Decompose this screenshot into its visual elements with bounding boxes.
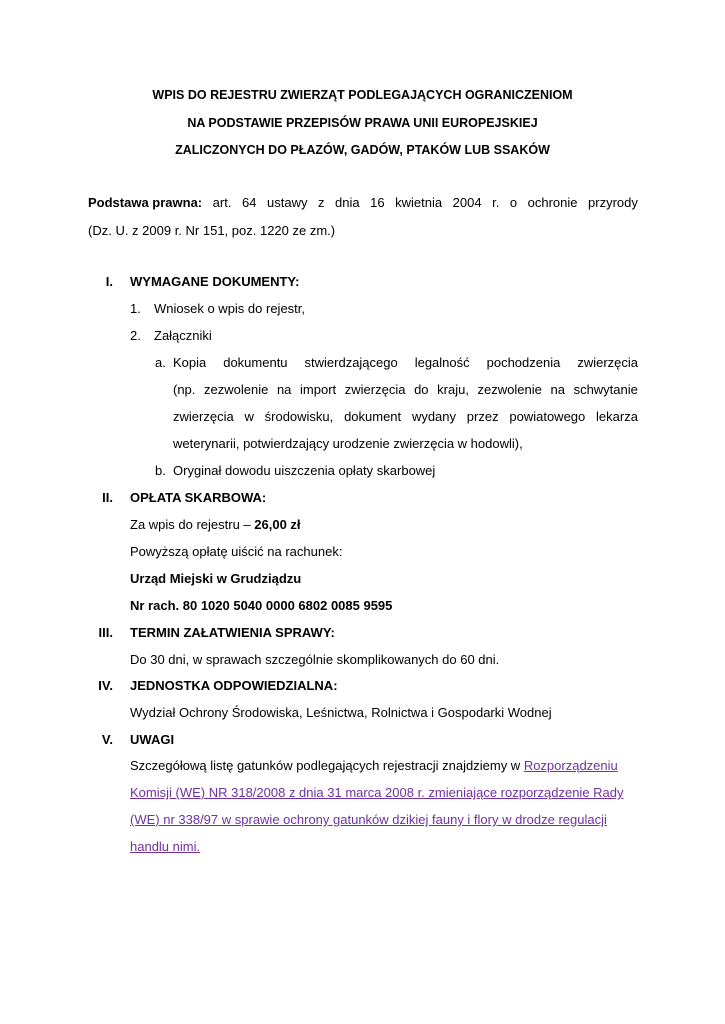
payment-instruction: Powyższą opłatę uiścić na rachunek: (130, 544, 343, 559)
section-1-number: I. (105, 274, 113, 289)
fee-prefix: Za wpis do rejestru – (130, 517, 255, 532)
item-1-number: 1. (130, 301, 141, 316)
sub-a-word: kraju, (437, 382, 469, 397)
legal-basis (88, 189, 638, 245)
legal-word: 16 (370, 195, 385, 210)
sub-a-word: zwierzęcia (173, 409, 234, 424)
item-2-number: 2. (130, 328, 141, 343)
legal-word: art. (212, 195, 232, 210)
section-2-title: OPŁATA SKARBOWA: (130, 490, 267, 505)
sub-item-a-letter: a. (155, 355, 166, 370)
sub-a-word: Kopia (173, 355, 207, 370)
sub-a-word: dokument (344, 409, 402, 424)
sub-a-word: do (414, 382, 429, 397)
section-2-number: II. (102, 490, 113, 505)
sub-item-b-text: Oryginał dowodu uiszczenia opłaty skarbowej (173, 463, 436, 478)
sub-a-word: legalność (414, 355, 470, 370)
legal-word: przyrody (588, 195, 638, 210)
legal-word: kwietnia (395, 195, 443, 210)
regulation-link[interactable]: Komisji (WE) NR 318/2008 z dnia 31 marca 2008 r. zmieniające rozporządzenie Rady (130, 785, 624, 800)
legal-basis-label: Podstawa prawna: (88, 195, 203, 210)
regulation-link[interactable]: Rozporządzeniu (523, 758, 618, 773)
section-1-title: WYMAGANE DOKUMENTY: (130, 274, 300, 289)
sub-a-word: schwytanie (573, 382, 638, 397)
sub-a-word: na (276, 382, 292, 397)
sub-a-word: zwierzęcia (577, 355, 638, 370)
sub-a-word: stwierdzającego (304, 355, 398, 370)
legal-word: ustawy (267, 195, 308, 210)
deadline-text: Do 30 dni, w sprawach szczególnie skomplikowanych do 60 dni. (130, 652, 500, 667)
sub-a-word: przez (466, 409, 499, 424)
sub-a-word: w (244, 409, 254, 424)
sub-a-word: zwierzęcia (344, 382, 406, 397)
remarks-text: Szczegółową listę gatunków podlegających rejestracji znajdziemy w (130, 758, 524, 773)
sub-item-b-letter: b. (155, 463, 166, 478)
sub-a-word: pochodzenia (486, 355, 561, 370)
section-4-number: IV. (98, 678, 113, 693)
sub-a-word: (np. (173, 382, 196, 397)
legal-word: dnia (335, 195, 360, 210)
sub-a-word: na (550, 382, 565, 397)
item-2-text: Załączniki (154, 328, 212, 343)
section-3-number: III. (98, 625, 113, 640)
sub-a-word: import (300, 382, 337, 397)
sub-item-a-line-3 (173, 409, 638, 424)
fee-amount: 26,00 zł (254, 517, 301, 532)
remarks-line-4 (130, 839, 626, 854)
sub-a-word: zezwolenie (204, 382, 269, 397)
section-4-title: JEDNOSTKA ODPOWIEDZIALNA: (130, 678, 338, 693)
title-line-2: NA PODSTAWIE PRZEPISÓW PRAWA UNII EUROPEJSKIEJ (187, 116, 538, 130)
payment-recipient: Urząd Miejski w Grudziądzu (130, 571, 302, 586)
sub-item-a-line-1 (173, 355, 638, 370)
regulation-link[interactable]: handlu nimi. (130, 839, 201, 854)
sub-a-word: zezwolenie (477, 382, 542, 397)
legal-basis-line-1 (88, 189, 638, 217)
sub-a-word: powiatowego (509, 409, 586, 424)
section-5-title: UWAGI (130, 732, 175, 747)
sub-a-word: lekarza (596, 409, 638, 424)
remarks-line-2 (130, 785, 626, 800)
sub-a-word: dokumentu (223, 355, 288, 370)
section-3-title: TERMIN ZAŁATWIENIA SPRAWY: (130, 625, 335, 640)
sub-item-a-line-4: weterynarii, potwierdzający urodzenie zwierzęcia w hodowli), (173, 436, 523, 451)
regulation-link[interactable]: (WE) nr 338/97 w sprawie ochrony gatunków dzikiej fauny i flory w drodze regulacji (130, 812, 607, 827)
remarks-line-3 (130, 812, 626, 827)
legal-word: z (318, 195, 325, 210)
legal-basis-line-2: (Dz. U. z 2009 r. Nr 151, poz. 1220 ze zm.) (88, 223, 336, 238)
legal-word: 64 (242, 195, 257, 210)
legal-word: ochronie (527, 195, 578, 210)
legal-word: 2004 (452, 195, 482, 210)
item-1-text: Wniosek o wpis do rejestr, (154, 301, 306, 316)
remarks-line-1 (130, 758, 626, 773)
legal-word: o (509, 195, 518, 210)
fee-line (130, 517, 301, 532)
bank-account-number: Nr rach. 80 1020 5040 0000 6802 0085 9595 (130, 598, 393, 613)
section-5-number: V. (101, 732, 113, 747)
legal-word: r. (492, 195, 500, 210)
sub-item-a-line-2 (173, 382, 638, 397)
sub-a-word: wydany (411, 409, 457, 424)
title-line-1: WPIS DO REJESTRU ZWIERZĄT PODLEGAJĄCYCH OGRANICZENIOM (152, 88, 573, 102)
sub-a-word: środowisku, (264, 409, 334, 424)
responsible-unit: Wydział Ochrony Środowiska, Leśnictwa, Rolnictwa i Gospodarki Wodnej (130, 705, 552, 720)
title-line-3: ZALICZONYCH DO PŁAZÓW, GADÓW, PTAKÓW LUB SSAKÓW (175, 143, 550, 157)
